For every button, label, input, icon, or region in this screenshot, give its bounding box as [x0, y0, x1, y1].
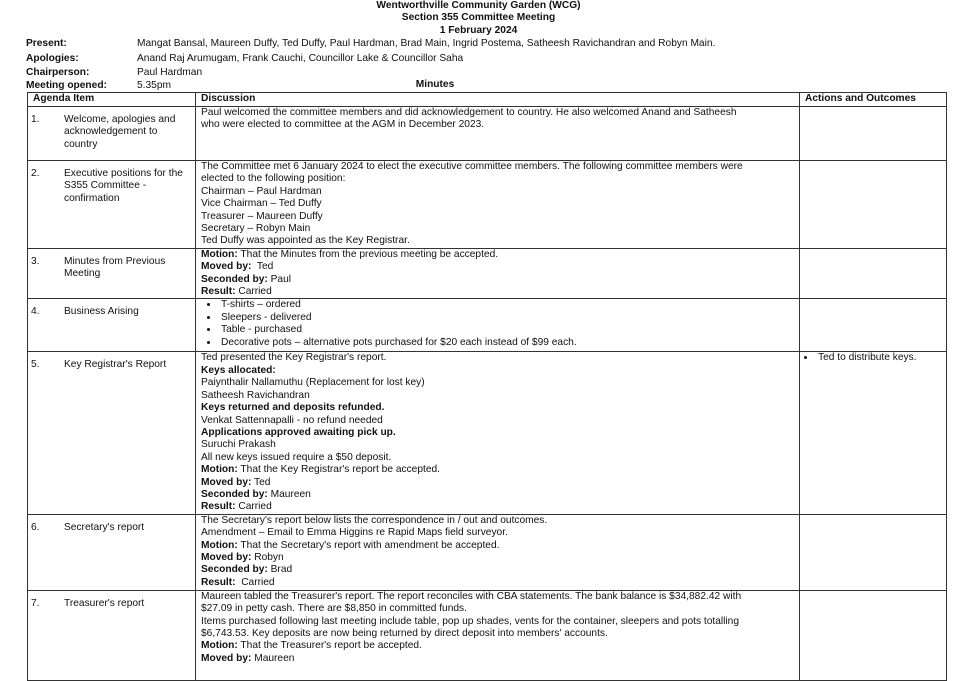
discussion-line: [201, 211, 794, 223]
discussion-line: [201, 552, 794, 564]
discussion-line-label: Seconded by:: [201, 488, 268, 500]
discussion-line-label: Moved by:: [201, 652, 252, 664]
discussion-line-label: Keys allocated:: [201, 364, 276, 376]
minutes-heading: Minutes: [415, 79, 455, 90]
discussion-line: [201, 540, 794, 552]
discussion-line: [201, 564, 794, 576]
discussion-line: [201, 107, 794, 119]
table-row: [28, 248, 947, 299]
org-title: Wentworthville Community Garden (WCG): [376, 0, 581, 11]
discussion-line: [201, 464, 794, 476]
agenda-item-cell: [28, 299, 196, 352]
present-value: Mangat Bansal, Maureen Duffy, Ted Duffy, Paul Hardman, Brad Main, Ingrid Postema, Satheesh Ravichandran and Robyn Main.: [137, 38, 716, 49]
discussion-bullet: • Sleepers - delivered: [219, 312, 794, 324]
discussion-line: [201, 489, 794, 501]
discussion-line: [201, 427, 794, 439]
discussion-line-text: Satheesh Ravichandran: [201, 389, 310, 401]
discussion-line: [201, 439, 794, 451]
agenda-item-number: 5.: [31, 359, 40, 371]
discussion-line-label: Moved by:: [201, 261, 252, 273]
apologies-value: Anand Raj Arumugam, Frank Cauchi, Councillor Lake & Councillor Saha: [137, 53, 464, 64]
discussion-line-text: All new keys issued require a $50 deposit.: [201, 451, 392, 463]
discussion-line-text: Vice Chairman – Ted Duffy: [201, 198, 322, 210]
discussion-line-label: Keys returned and deposits refunded.: [201, 402, 385, 414]
actions-cell: [800, 248, 947, 299]
discussion-line-label: Applications approved awaiting pick up.: [201, 426, 396, 438]
chairperson-value: Paul Hardman: [137, 67, 203, 78]
discussion-line-text: That the Minutes from the previous meeting be accepted.: [237, 248, 499, 260]
discussion-line-text: Paiynthalir Nallamuthu (Replacement for lost key): [201, 377, 425, 389]
table-row: [28, 514, 947, 590]
discussion-line-text: Carried: [235, 576, 275, 588]
discussion-line: [201, 452, 794, 464]
discussion-line: [201, 274, 794, 286]
discussion-line-text: Brad: [267, 564, 293, 576]
discussion-line-text: The Secretary's report below lists the correspondence in / out and outcomes.: [201, 514, 548, 526]
discussion-line: [201, 415, 794, 427]
discussion-line: [201, 235, 794, 247]
discussion-line: [201, 577, 794, 589]
discussion-line: [201, 477, 794, 489]
discussion-bullet: • Table - purchased: [219, 324, 794, 336]
discussion-line: [201, 223, 794, 235]
agenda-item-number: 3.: [31, 255, 40, 267]
discussion-line-text: Maureen: [251, 652, 295, 664]
meeting-title: Section 355 Committee Meeting: [401, 12, 556, 24]
table-row: [28, 590, 947, 680]
meeting-date: 1 February 2024: [439, 24, 518, 36]
discussion-line-label: Moved by:: [201, 476, 252, 488]
table-row: [28, 107, 947, 161]
discussion-line: [201, 591, 794, 603]
discussion-line: [201, 603, 794, 615]
discussion-line-text: That the Secretary's report with amendment be accepted.: [237, 539, 500, 551]
discussion-line-text: Ted: [251, 476, 271, 488]
action-item: • Ted to distribute keys.: [816, 352, 941, 364]
discussion-line: [201, 628, 794, 640]
agenda-item-title: Treasurer's report: [64, 597, 145, 609]
table-row: [28, 161, 947, 249]
actions-cell: [800, 107, 947, 161]
discussion-cell: [196, 248, 800, 299]
apologies-label: Apologies:: [26, 53, 79, 64]
discussion-cell: [196, 107, 800, 161]
actions-cell: [800, 299, 947, 352]
discussion-line: [201, 186, 794, 198]
agenda-item-cell: [28, 514, 196, 590]
discussion-line-text: Secretary – Robyn Main: [201, 223, 311, 235]
table-header-row: [28, 93, 947, 107]
column-header-discussion: Discussion: [196, 93, 800, 107]
discussion-line: [201, 501, 794, 513]
discussion-bullet: • T-shirts – ordered: [219, 299, 794, 311]
discussion-cell: [196, 590, 800, 680]
discussion-line-label: Motion:: [201, 539, 238, 551]
discussion-cell: [196, 514, 800, 590]
discussion-line-text: Carried: [235, 286, 272, 298]
agenda-item-number: 2.: [31, 168, 40, 179]
discussion-bullet: • Decorative pots – alternative pots purchased for $20 each instead of $99 each.: [219, 337, 794, 349]
discussion-line-text: $27.09 in petty cash. There are $8,850 in committed funds.: [201, 603, 467, 615]
discussion-line-text: Items purchased following last meeting include table, pop up shades, vents for the container, sleepers and pots totalling: [201, 615, 740, 627]
discussion-line-text: who were elected to committee at the AGM in December 2023.: [201, 119, 485, 131]
agenda-item-number: 4.: [31, 306, 40, 318]
discussion-line: [201, 249, 794, 261]
column-header-actions: Actions and Outcomes: [800, 93, 947, 107]
discussion-line-text: The Committee met 6 January 2024 to elect the executive committee members. The following committee members were: [201, 161, 743, 172]
discussion-line-label: Motion:: [201, 248, 238, 260]
agenda-item-number: 6.: [31, 521, 40, 533]
discussion-line: [201, 402, 794, 414]
meeting-opened-value: 5.35pm: [137, 80, 171, 91]
agenda-item-cell: [28, 352, 196, 514]
discussion-line: [201, 377, 794, 389]
discussion-line: [201, 640, 794, 652]
document-header: [0, 0, 957, 37]
agenda-item-title: Secretary's report: [64, 521, 145, 533]
agenda-item-cell: [28, 590, 196, 680]
agenda-item-title: Executive positions for the S355 Committee - confirmation: [64, 168, 183, 204]
agenda-item-number: 1.: [31, 114, 40, 125]
table-row: [28, 299, 947, 352]
discussion-line: [201, 527, 794, 539]
agenda-item-number: 7.: [31, 597, 40, 609]
discussion-line-label: Seconded by:: [201, 564, 268, 576]
actions-list: [805, 352, 941, 364]
discussion-line-text: Amendment – Email to Emma Higgins re Rapid Maps field surveyor.: [201, 527, 508, 539]
agenda-item-title: Key Registrar's Report: [64, 359, 167, 371]
discussion-line-text: elected to the following position:: [201, 173, 346, 185]
discussion-line-label: Result:: [201, 286, 236, 298]
discussion-line-text: $6,743.53. Key deposits are now being returned by direct deposit into members' accounts.: [201, 627, 608, 639]
agenda-item-title: Minutes from Previous Meeting: [64, 255, 166, 280]
discussion-line: [201, 653, 794, 665]
discussion-line: [201, 365, 794, 377]
discussion-line-text: Treasurer – Maureen Duffy: [201, 210, 323, 222]
meeting-opened-label: Meeting opened:: [26, 80, 107, 91]
column-header-agenda: Agenda Item: [28, 93, 196, 107]
discussion-line-text: Ted: [251, 261, 274, 273]
discussion-line-text: Ted Duffy was appointed as the Key Registrar.: [201, 235, 410, 247]
discussion-line: [201, 198, 794, 210]
minutes-table: [27, 92, 947, 681]
agenda-item-title: Welcome, apologies and acknowledgement to country: [64, 114, 176, 150]
actions-cell: [800, 352, 947, 514]
discussion-line-label: Result:: [201, 501, 236, 513]
discussion-line-text: Carried: [235, 501, 272, 513]
discussion-line-text: Chairman – Paul Hardman: [201, 185, 322, 197]
discussion-line-label: Motion:: [201, 464, 238, 476]
agenda-item-cell: [28, 161, 196, 249]
discussion-cell: [196, 299, 800, 352]
present-label: Present:: [26, 38, 67, 49]
discussion-line-label: Moved by:: [201, 551, 252, 563]
discussion-line-text: Paul: [267, 273, 292, 285]
chairperson-label: Chairperson:: [26, 67, 90, 78]
discussion-line-label: Motion:: [201, 640, 238, 652]
discussion-line: [201, 119, 794, 131]
table-row: [28, 352, 947, 514]
discussion-line: [201, 616, 794, 628]
discussion-line-text: Robyn: [251, 551, 284, 563]
discussion-line: [201, 161, 794, 173]
agenda-item-title: Business Arising: [64, 306, 139, 318]
agenda-item-cell: [28, 107, 196, 161]
discussion-line-text: That the Treasurer's report be accepted.: [237, 640, 422, 652]
actions-cell: [800, 514, 947, 590]
discussion-line: [201, 515, 794, 527]
discussion-line-text: Paul welcomed the committee members and did acknowledgement to country. He also welcomed Anand and Satheesh: [201, 107, 737, 118]
discussion-line-text: Ted presented the Key Registrar's report.: [201, 352, 387, 364]
actions-cell: [800, 161, 947, 249]
agenda-item-cell: [28, 248, 196, 299]
actions-cell: [800, 590, 947, 680]
discussion-cell: [196, 352, 800, 514]
discussion-line-text: Maureen tabled the Treasurer's report. The report reconciles with CBA statements. The bank balance is $34,882.42 with: [201, 590, 742, 602]
discussion-line: [201, 352, 794, 364]
discussion-line-text: That the Key Registrar's report be accepted.: [237, 464, 440, 476]
discussion-line: [201, 173, 794, 185]
discussion-line: [201, 286, 794, 298]
discussion-line: [201, 261, 794, 273]
discussion-line-text: Maureen: [267, 488, 311, 500]
discussion-line-label: Result:: [201, 576, 236, 588]
discussion-line: [201, 390, 794, 402]
discussion-line-text: Venkat Sattennapalli - no refund needed: [201, 414, 383, 426]
discussion-line-text: Suruchi Prakash: [201, 439, 276, 451]
discussion-line-label: Seconded by:: [201, 273, 268, 285]
discussion-bullet-list: [201, 299, 794, 349]
discussion-cell: [196, 161, 800, 249]
